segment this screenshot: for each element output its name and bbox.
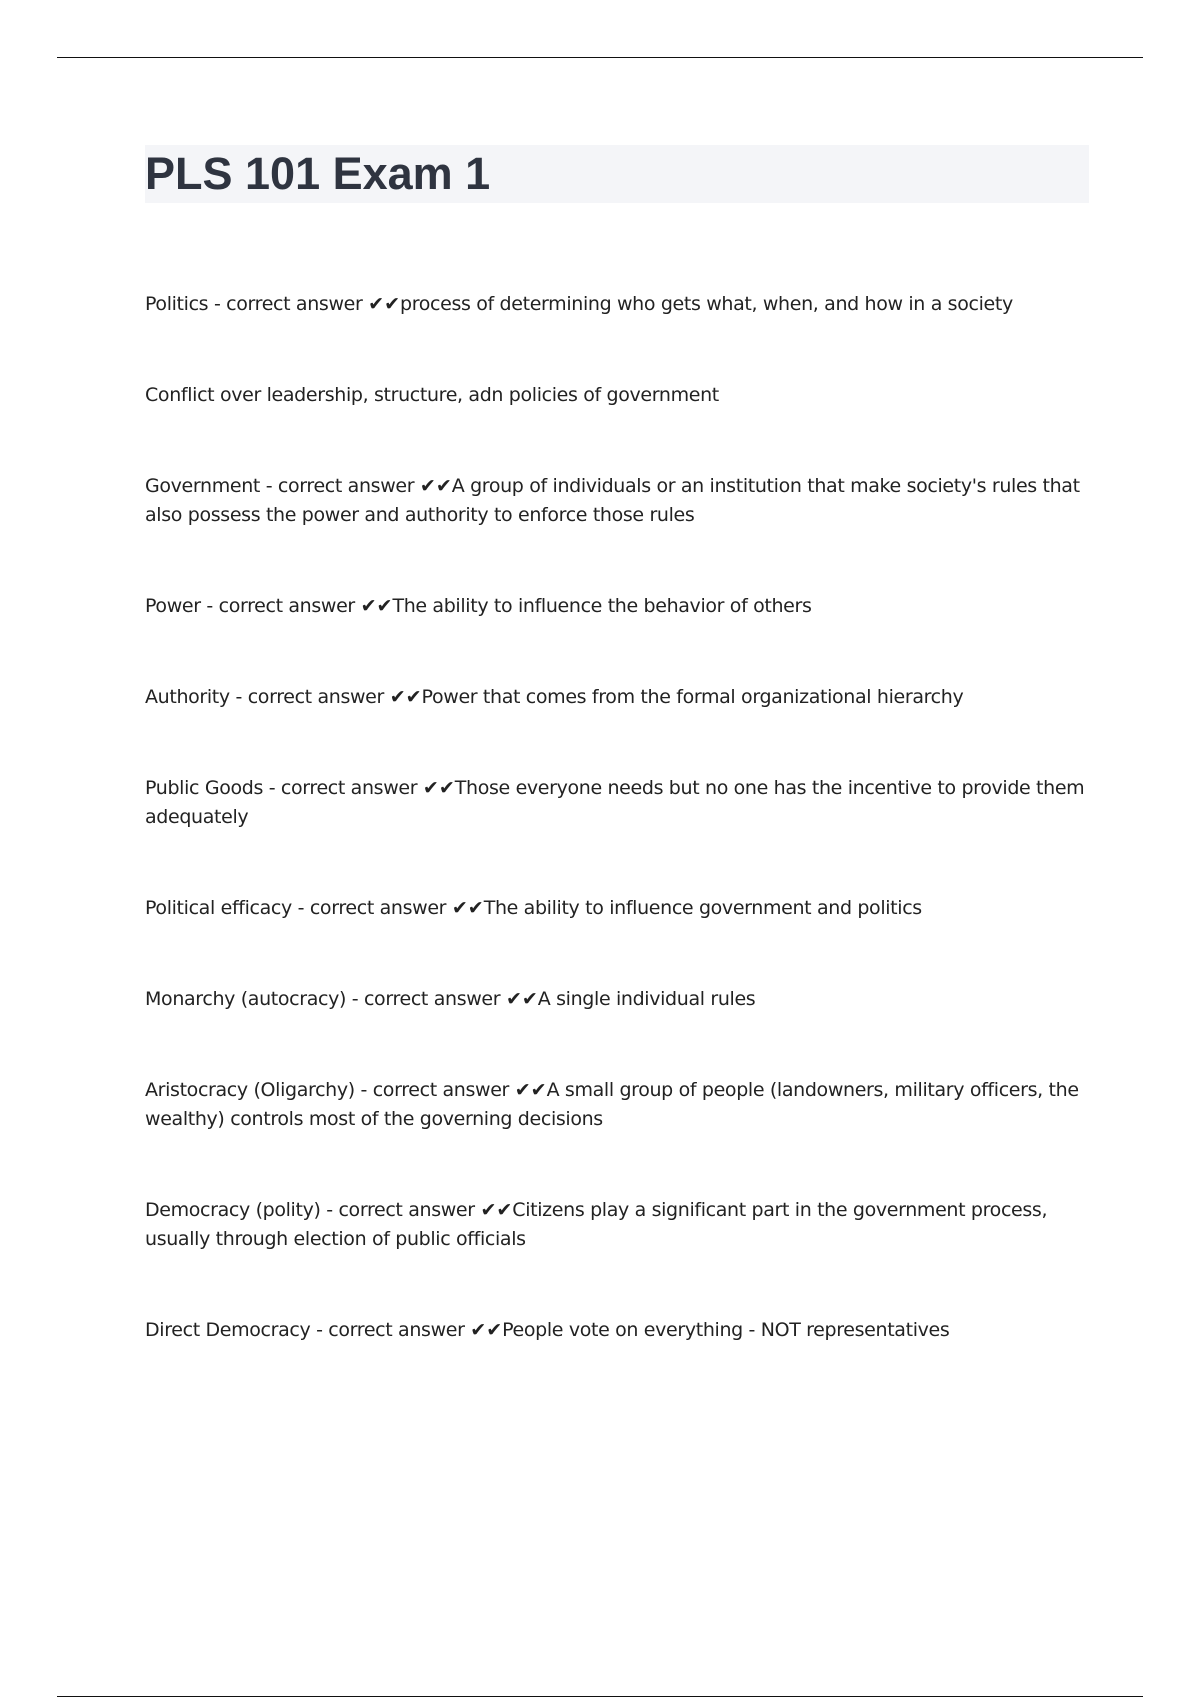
- flashcard-entry: [145, 1076, 1090, 1134]
- footer-rule: [57, 1696, 1143, 1697]
- flashcard-entry: [145, 472, 1090, 530]
- term: Politics: [145, 293, 209, 315]
- answer-marker: - correct answer: [351, 988, 501, 1010]
- definition: Citizens play a significant part in the government process, usually through election of public officials: [145, 1199, 1048, 1250]
- definition: A single individual rules: [537, 988, 756, 1010]
- check-icon: ✔✔: [514, 1079, 547, 1101]
- check-icon: ✔✔: [360, 595, 393, 617]
- definition: The ability to influence government and politics: [483, 897, 922, 919]
- answer-marker: - correct answer: [297, 897, 447, 919]
- title-banner: [145, 145, 1089, 203]
- flashcard-entry: [145, 592, 1090, 621]
- check-icon: ✔✔: [422, 777, 455, 799]
- answer-marker: - correct answer: [268, 777, 418, 799]
- header-rule: [57, 57, 1143, 58]
- answer-marker: - correct answer: [326, 1199, 475, 1221]
- answer-marker: - correct answer: [316, 1319, 465, 1341]
- answer-marker: - correct answer: [360, 1079, 510, 1101]
- answer-marker: - correct answer: [213, 293, 363, 315]
- term: Authority: [145, 686, 230, 708]
- definition: A small group of people (landowners, military officers, the wealthy) controls most of the governing decisions: [145, 1079, 1079, 1130]
- flashcard-entry: [145, 290, 1090, 319]
- flashcard-entry: [145, 985, 1090, 1014]
- term: Power: [145, 595, 201, 617]
- term: Monarchy (autocracy): [145, 988, 347, 1010]
- check-icon: ✔✔: [451, 897, 484, 919]
- term: Democracy (polity): [145, 1199, 321, 1221]
- term: Government: [145, 475, 260, 497]
- flashcard-entry: [145, 1316, 1090, 1345]
- check-icon: ✔✔: [368, 293, 400, 315]
- answer-marker: - correct answer: [235, 686, 384, 708]
- flashcard-entry: [145, 683, 1090, 712]
- plain-text: Conflict over leadership, structure, adn policies of government: [145, 384, 719, 406]
- answer-marker: - correct answer: [265, 475, 415, 497]
- page-title: PLS 101 Exam 1: [145, 148, 491, 199]
- term: Aristocracy (Oligarchy): [145, 1079, 355, 1101]
- check-icon: ✔✔: [419, 475, 452, 497]
- check-icon: ✔✔: [389, 686, 422, 708]
- definition: Power that comes from the formal organizational hierarchy: [421, 686, 964, 708]
- term: Direct Democracy: [145, 1319, 311, 1341]
- definition: The ability to influence the behavior of others: [392, 595, 812, 617]
- check-icon: ✔✔: [480, 1199, 513, 1221]
- flashcard-entry: [145, 1196, 1090, 1254]
- flashcard-entry: [145, 894, 1090, 923]
- term: Political efficacy: [145, 897, 292, 919]
- definition: A group of individuals or an institution that make society's rules that also possess the power and authority to enforce those rules: [145, 475, 1080, 526]
- flashcard-list: [145, 290, 1090, 1407]
- flashcard-entry: [145, 381, 1090, 410]
- term: Public Goods: [145, 777, 264, 799]
- definition: process of determining who gets what, when, and how in a society: [400, 293, 1013, 315]
- definition: People vote on everything - NOT representatives: [502, 1319, 950, 1341]
- definition: Those everyone needs but no one has the incentive to provide them adequately: [145, 777, 1085, 828]
- flashcard-entry: [145, 774, 1090, 832]
- answer-marker: - correct answer: [206, 595, 355, 617]
- check-icon: ✔✔: [470, 1319, 503, 1341]
- check-icon: ✔✔: [505, 988, 538, 1010]
